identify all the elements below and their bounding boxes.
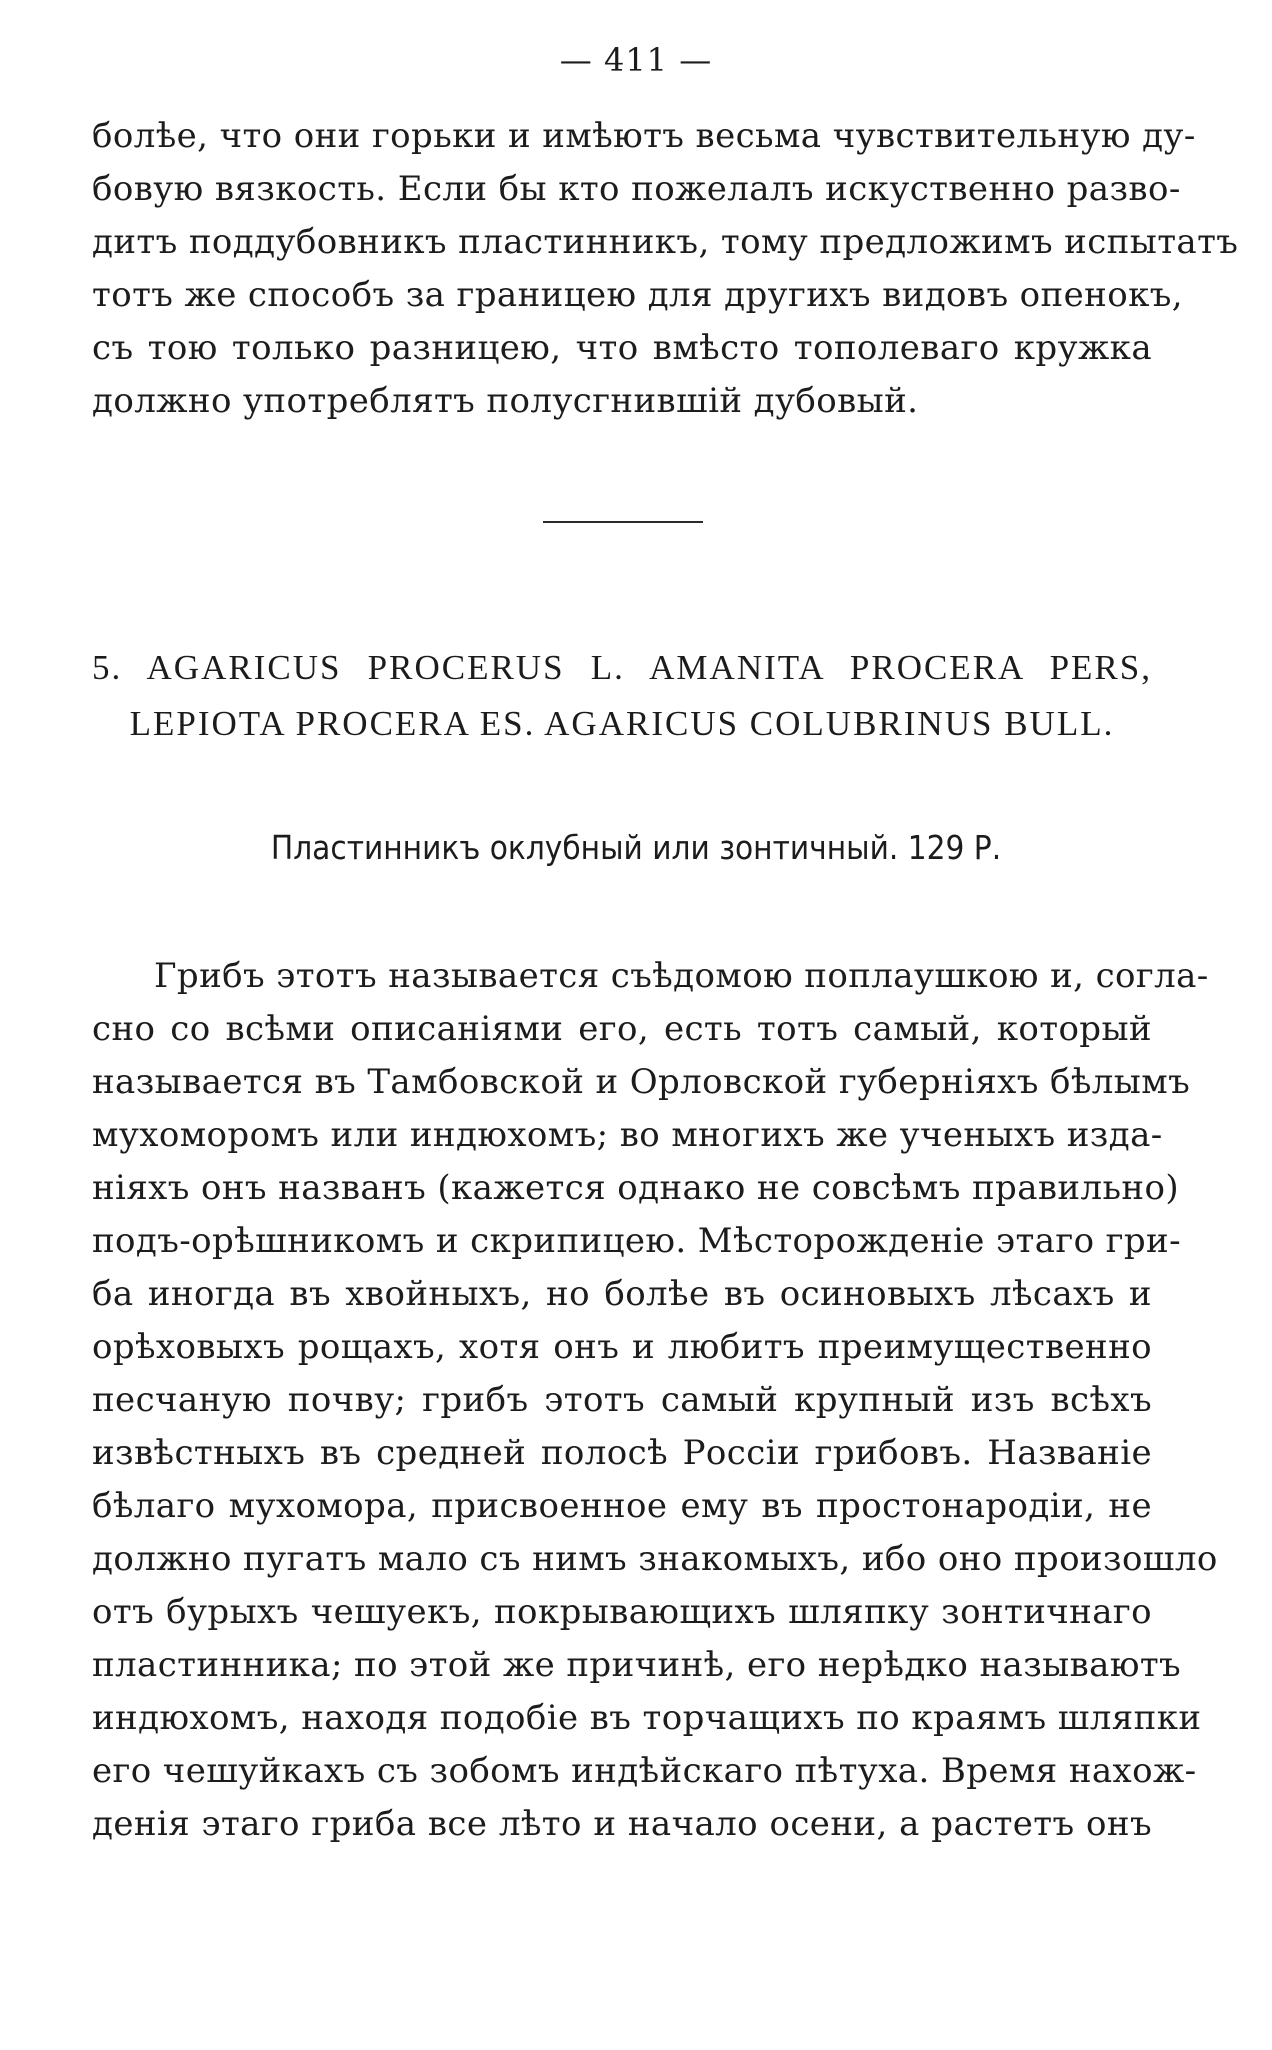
species-heading: [92, 640, 1152, 752]
text-line: денія этаго гриба все лѣто и начало осени, а растетъ онъ: [92, 1804, 1152, 1844]
text-line: дитъ поддубовникъ пластинникъ, тому предложимъ испытатъ: [92, 222, 1239, 262]
text-line: болѣе, что они горьки и имѣютъ весьма чувствительную ду-: [92, 116, 1196, 156]
text-line: должно пугатъ мало съ нимъ знакомыхъ, ибо оно произошло: [92, 1539, 1218, 1579]
text-line: подъ-орѣшникомъ и скрипицею. Мѣсторожденіе этаго гри-: [92, 1221, 1181, 1261]
text-line: ніяхъ онъ названъ (кажется однако не совсѣмъ правильно): [92, 1168, 1179, 1208]
text-line: Грибъ этотъ называется съѣдомою поплаушкою и, согла-: [154, 956, 1209, 996]
page-number: — 411 —: [559, 41, 713, 79]
paragraph-description: [92, 950, 1218, 1851]
text-line: съ тою только разницею, что вмѣсто тополеваго кружка: [92, 328, 1152, 368]
text-line: пластинника; по этой же причинѣ, его нерѣдко называютъ: [92, 1645, 1182, 1685]
text-line: индюхомъ, находя подобіе въ торчащихъ по краямъ шляпки: [92, 1698, 1202, 1738]
text-line: должно употреблятъ полусгнившій дубовый.: [92, 381, 919, 421]
text-line: тотъ же способъ за границею для другихъ видовъ опенокъ,: [92, 275, 1183, 315]
text-line: извѣстныхъ въ средней полосѣ Россіи грибовъ. Названіе: [92, 1433, 1152, 1473]
text-line: бовую вязкость. Если бы кто пожелалъ искуственно разво-: [92, 169, 1181, 209]
text-line: сно со всѣми описаніями его, есть тотъ самый, который: [92, 1009, 1152, 1049]
text-line: его чешуйкахъ съ зобомъ индѣйскаго пѣтуха. Время нахож-: [92, 1751, 1197, 1791]
text-line: бѣлаго мухомора, присвоенное ему въ простонародіи, не: [92, 1486, 1152, 1526]
text-line: песчаную почву; грибъ этотъ самый крупный изъ всѣхъ: [92, 1380, 1152, 1420]
species-common-name: Пластинникъ оклубный или зонтичный. 129 Р.: [270, 828, 1002, 867]
text-line: называется въ Тамбовской и Орловской губерніяхъ бѣлымъ: [92, 1062, 1191, 1102]
text-line: орѣховыхъ рощахъ, хотя онъ и любитъ преимущественно: [92, 1327, 1152, 1367]
heading-line: LEPIOTA PROCERA ES. AGARICUS COLUBRINUS BULL.: [129, 704, 1115, 743]
text-line: отъ бурыхъ чешуекъ, покрывающихъ шляпку зонтичнаго: [92, 1592, 1152, 1632]
heading-line: 5. AGARICUS PROCERUS L. AMANITA PROCERA PERS,: [92, 648, 1152, 687]
text-line: мухоморомъ или индюхомъ; во многихъ же ученыхъ изда-: [92, 1115, 1163, 1155]
text-line: ба иногда въ хвойныхъ, но болѣе въ осиновыхъ лѣсахъ и: [92, 1274, 1152, 1314]
paragraph-continued: [92, 110, 1239, 428]
section-divider: [543, 521, 703, 523]
